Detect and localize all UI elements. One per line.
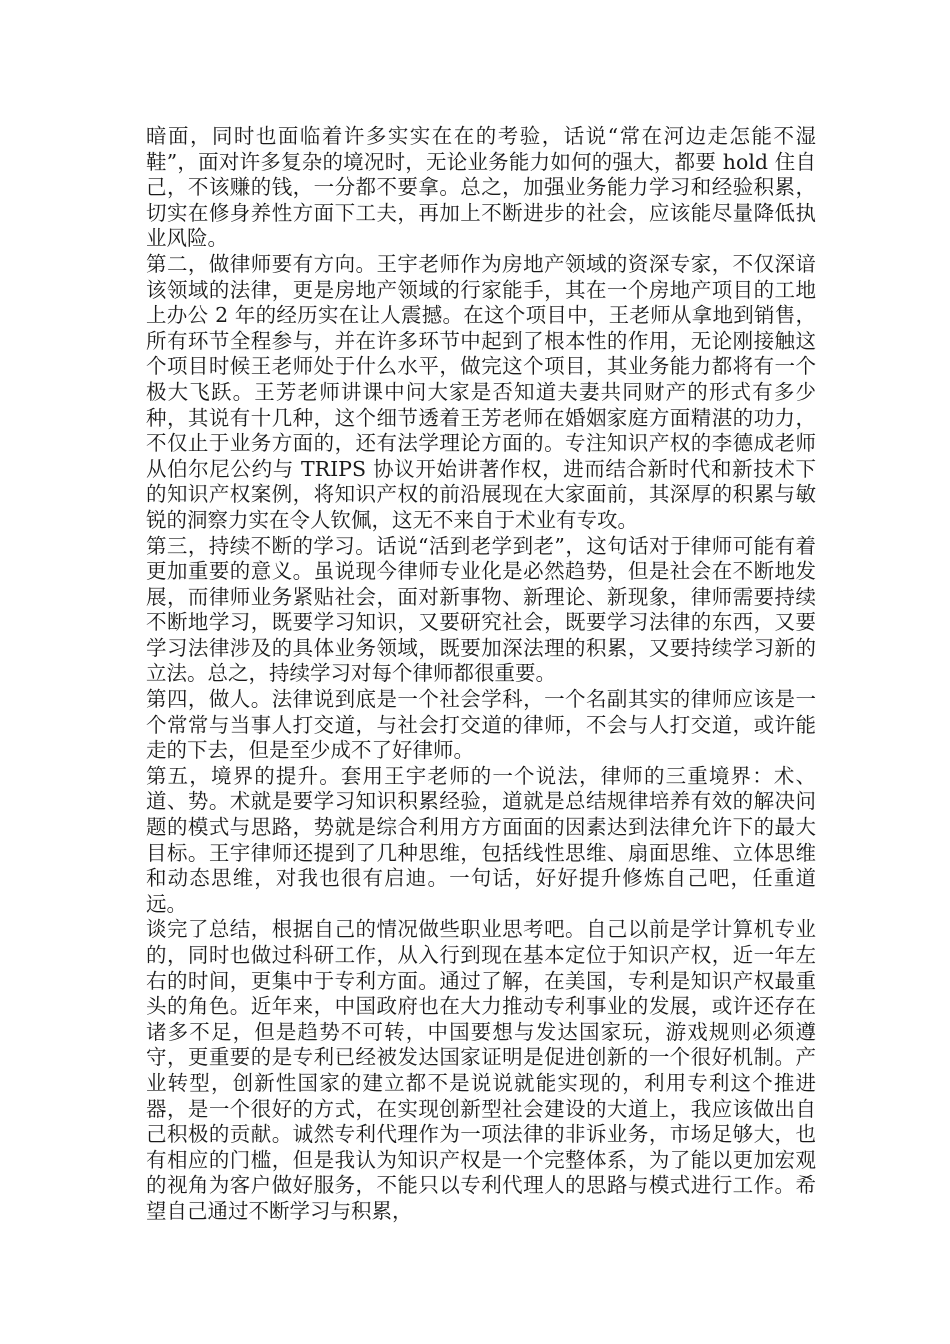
- paragraph-career-reflection: 谈完了总结，根据自己的情况做些职业思考吧。自己以前是学计算机专业的，同时也做过科研工作，从入行到现在基本定位于知识产权，近一年左右的时间，更集中于专利方面。通过了解，在美国，专利是知识产权最重头的角色。近年来，中国政府也在大力推动专利事业的发展，或许还存在诸多不足，但是趋势不可转，中国要想与发达国家玩，游戏规则必须遵守，更重要的是专利已经被发达国家证明是促进创新的一个很好机制。产业转型，创新性国家的建立都不是说说就能实现的，利用专利这个推进器，是一个很好的方式，在实现创新型社会建设的大道上，我应该做出自己积极的贡献。诚然专利代理作为一项法律的非诉业务，市场足够大，也有相应的门槛，但是我认为知识产权是一个完整体系，为了能以更加宏观的视角为客户做好服务，不能只以专利代理人的思路与模式进行工作。希望自己通过不断学习与积累，: [146, 917, 816, 1223]
- paragraph-integrity: 暗面，同时也面临着许多实实在在的考验，话说“常在河边走怎能不湿鞋”，面对许多复杂的境况时，无论业务能力如何的强大，都要 hold 住自己，不该赚的钱，一分都不要拿。总之，加强业务能力学习和经验积累，切实在修身养性方面下工夫，再加上不断进步的社会，应该能尽量降低执业风险。: [146, 124, 816, 251]
- paragraph-direction: 第二，做律师要有方向。王宇老师作为房地产领域的资深专家，不仅深谙该领域的法律，更是房地产领域的行家能手，其在一个房地产项目的工地上办公 2 年的经历实在让人震撼。在这个项目中，王老师从拿地到销售，所有环节全程参与，并在许多环节中起到了根本性的作用，无论刚接触这个项目时候王老师处于什么水平，做完这个项目，其业务能力都将有一个极大飞跃。王芳老师讲课中问大家是否知道夫妻共同财产的形式有多少种，其说有十几种，这个细节透着王芳老师在婚姻家庭方面精湛的功力，不仅止于业务方面的，还有法学理论方面的。专注知识产权的李德成老师从伯尔尼公约与 TRIPS 协议开始讲著作权，进而结合新时代和新技术下的知识产权案例，将知识产权的前沿展现在大家面前，其深厚的积累与敏锐的洞察力实在令人钦佩，这无不来自于术业有专攻。: [146, 251, 816, 532]
- paragraph-continuous-learning: 第三，持续不断的学习。话说“活到老学到老”，这句话对于律师可能有着更加重要的意义。虽说现今律师专业化是必然趋势，但是社会在不断地发展，而律师业务紧贴社会，面对新事物、新理论、新现象，律师需要持续不断地学习，既要学习知识，又要研究社会，既要学习法律的东西，又要学习法律涉及的具体业务领域，既要加深法理的积累，又要持续学习新的立法。总之，持续学习对每个律师都很重要。: [146, 533, 816, 686]
- paragraph-realm-improvement: 第五，境界的提升。套用王宇老师的一个说法，律师的三重境界：术、道、势。术就是要学习知识积累经验，道就是总结规律培养有效的解决问题的模式与思路，势就是综合利用方方面面的因素达到法律允许下的最大目标。王宇律师还提到了几种思维，包括线性思维、扇面思维、立体思维和动态思维，对我也很有启迪。一句话，好好提升修炼自己吧，任重道远。: [146, 763, 816, 916]
- document-body: [146, 124, 816, 1225]
- paragraph-being-a-person: 第四，做人。法律说到底是一个社会学科，一个名副其实的律师应该是一个常常与当事人打交道，与社会打交道的律师，不会与人打交道，或许能走的下去，但是至少成不了好律师。: [146, 687, 816, 763]
